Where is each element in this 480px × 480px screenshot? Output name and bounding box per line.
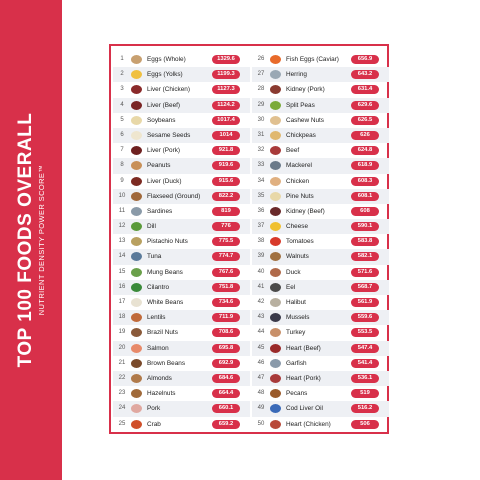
lentils-icon: [131, 313, 142, 322]
rank-number: 32: [257, 147, 265, 154]
food-name: Eggs (Yolks): [147, 71, 183, 79]
liver-icon: [131, 146, 142, 155]
food-name: Pecans: [286, 390, 308, 398]
peanuts-icon: [131, 161, 142, 170]
table-row: [252, 401, 389, 416]
rank-number: 34: [257, 177, 265, 184]
score-badge: 659.2: [212, 420, 240, 429]
score-badge: 1199.3: [212, 70, 240, 79]
food-name: Cheese: [286, 223, 309, 231]
food-name: Eel: [286, 283, 296, 291]
pine-nuts-icon: [270, 192, 281, 201]
score-badge: 776: [212, 222, 240, 231]
table-row: [113, 295, 250, 310]
rank-number: 37: [257, 223, 265, 230]
almonds-icon: [131, 374, 142, 383]
salmon-icon: [131, 344, 142, 353]
rank-number: 8: [120, 162, 124, 169]
pork-icon: [131, 404, 142, 413]
title-block: [15, 113, 47, 368]
table-row: [113, 325, 250, 340]
rank-number: 39: [257, 253, 265, 260]
food-name: Liver (Duck): [147, 177, 182, 185]
rank-number: 27: [257, 71, 265, 78]
flaxseed-icon: [131, 192, 142, 201]
rank-number: 40: [257, 268, 265, 275]
score-badge: 608.1: [351, 192, 379, 201]
score-badge: 536.1: [351, 374, 379, 383]
egg-yolk-icon: [131, 70, 142, 79]
table-row: [113, 417, 250, 432]
score-badge: 767.6: [212, 268, 240, 277]
tuna-icon: [131, 252, 142, 261]
food-name: Mackerel: [286, 162, 312, 170]
food-name: Crab: [147, 420, 161, 428]
table-row: [252, 128, 389, 143]
table-row: [252, 174, 389, 189]
rank-number: 9: [120, 177, 124, 184]
pecans-icon: [270, 389, 281, 398]
food-name: Liver (Pork): [147, 147, 181, 155]
rank-number: 21: [118, 359, 126, 366]
turkey-icon: [270, 328, 281, 337]
rank-number: 5: [120, 116, 124, 123]
score-badge: 819: [212, 207, 240, 216]
score-badge: 608.3: [351, 177, 379, 186]
rank-number: 1: [120, 56, 124, 62]
brown-beans-icon: [131, 359, 142, 368]
table-row: [113, 98, 250, 113]
liver-icon: [131, 85, 142, 94]
score-badge: 541.4: [351, 359, 379, 368]
rank-number: 13: [118, 238, 126, 245]
score-badge: 708.6: [212, 328, 240, 337]
food-name: Chicken: [286, 177, 310, 185]
table-row: [113, 67, 250, 82]
table-row: [113, 189, 250, 204]
kidney-icon: [270, 207, 281, 216]
score-badge: 664.4: [212, 389, 240, 398]
rank-number: 44: [257, 329, 265, 336]
table-row: [252, 204, 389, 219]
rank-number: 20: [118, 344, 126, 351]
liver-icon: [131, 177, 142, 186]
score-badge: 553.5: [351, 328, 379, 337]
food-name: Pine Nuts: [286, 192, 314, 200]
food-name: Duck: [286, 268, 301, 276]
score-badge: 516.2: [351, 404, 379, 413]
table-row: [252, 341, 389, 356]
table-row: [113, 356, 250, 371]
heart-icon: [270, 420, 281, 429]
food-name: Flaxseed (Ground): [147, 192, 201, 200]
score-badge: 695.8: [212, 344, 240, 353]
walnuts-icon: [270, 252, 281, 261]
table-row: [252, 386, 389, 401]
table-row: [113, 143, 250, 158]
score-badge: 624.8: [351, 146, 379, 155]
rank-number: 45: [257, 344, 265, 351]
score-badge: 684.6: [212, 374, 240, 383]
table-row: [113, 371, 250, 386]
table-row: [252, 371, 389, 386]
score-badge: 582.1: [351, 252, 379, 261]
food-name: Salmon: [147, 344, 169, 352]
table-row: [252, 295, 389, 310]
score-badge: 1014: [212, 131, 240, 140]
table-row: [252, 234, 389, 249]
rank-number: 14: [118, 253, 126, 260]
rank-number: 24: [118, 405, 126, 412]
score-badge: 751.8: [212, 283, 240, 292]
score-badge: 519: [351, 389, 379, 398]
chickpeas-icon: [270, 131, 281, 140]
food-name: Kidney (Pork): [286, 86, 325, 94]
score-badge: 1124.2: [212, 101, 240, 110]
rank-number: 16: [118, 283, 126, 290]
sidebar-banner: [0, 0, 62, 480]
rank-number: 22: [118, 374, 126, 381]
food-name: Kidney (Beef): [286, 207, 325, 215]
food-name: Dill: [147, 223, 156, 231]
rank-number: 47: [257, 374, 265, 381]
table-row: [113, 280, 250, 295]
rank-number: 17: [118, 299, 126, 305]
table-row: [252, 219, 389, 234]
ranking-table: [109, 44, 389, 434]
hazelnuts-icon: [131, 389, 142, 398]
food-name: Pistachio Nuts: [147, 238, 188, 246]
rank-number: 2: [120, 71, 124, 78]
score-badge: 559.6: [351, 313, 379, 322]
cilantro-icon: [131, 283, 142, 292]
food-name: Cashew Nuts: [286, 116, 325, 124]
rank-number: 43: [257, 314, 265, 321]
food-name: Fish Eggs (Caviar): [286, 56, 339, 63]
halibut-icon: [270, 298, 281, 307]
food-name: Herring: [286, 71, 307, 79]
cheese-icon: [270, 222, 281, 231]
table-row: [113, 219, 250, 234]
score-badge: 626: [351, 131, 379, 140]
food-name: Garfish: [286, 359, 307, 367]
beef-icon: [270, 146, 281, 155]
rank-number: 36: [257, 207, 265, 214]
table-row: [113, 128, 250, 143]
food-name: Split Peas: [286, 101, 315, 109]
white-beans-icon: [131, 298, 142, 307]
food-name: Brazil Nuts: [147, 329, 178, 337]
food-name: Halibut: [286, 299, 306, 306]
table-row: [113, 52, 250, 67]
mackerel-icon: [270, 161, 281, 170]
table-row: [113, 174, 250, 189]
table-row: [113, 386, 250, 401]
table-row: [113, 401, 250, 416]
food-name: Mussels: [286, 314, 310, 322]
food-name: Lentils: [147, 314, 166, 322]
table-row: [113, 113, 250, 128]
rank-number: 15: [118, 268, 126, 275]
table-row: [252, 417, 389, 432]
score-badge: 1127.3: [212, 85, 240, 94]
food-name: Liver (Chicken): [147, 86, 190, 94]
food-name: Chickpeas: [286, 131, 316, 139]
food-name: Almonds: [147, 374, 172, 382]
food-name: Turkey: [286, 329, 306, 337]
food-name: Pork: [147, 405, 161, 413]
food-name: Heart (Pork): [286, 374, 321, 382]
heart-icon: [270, 374, 281, 383]
score-badge: 775.5: [212, 237, 240, 246]
duck-icon: [270, 268, 281, 277]
food-name: Heart (Beef): [286, 344, 321, 352]
rank-number: 42: [257, 299, 265, 305]
food-name: Walnuts: [286, 253, 309, 261]
table-row: [252, 280, 389, 295]
score-badge: 1329.6: [212, 55, 240, 64]
table-row: [252, 189, 389, 204]
table-row: [252, 52, 389, 67]
food-name: Brown Beans: [147, 359, 186, 367]
tomato-icon: [270, 237, 281, 246]
sesame-seeds-icon: [131, 131, 142, 140]
rank-number: 12: [118, 223, 126, 230]
ranking-column-right: [252, 52, 389, 432]
rank-number: 19: [118, 329, 126, 336]
rank-number: 6: [120, 131, 124, 138]
table-row: [113, 158, 250, 173]
rank-number: 46: [257, 359, 265, 366]
rank-number: 35: [257, 192, 265, 199]
score-badge: 608: [351, 207, 379, 216]
table-row: [252, 158, 389, 173]
sardines-icon: [131, 207, 142, 216]
score-badge: 568.7: [351, 283, 379, 292]
score-badge: 774.7: [212, 252, 240, 261]
score-badge: 1017.4: [212, 116, 240, 125]
table-row: [252, 325, 389, 340]
pistachio-icon: [131, 237, 142, 246]
chicken-icon: [270, 177, 281, 186]
score-badge: 711.9: [212, 313, 240, 322]
score-badge: 734.6: [212, 298, 240, 307]
crab-icon: [131, 420, 142, 429]
soybeans-icon: [131, 116, 142, 125]
rank-number: 29: [257, 101, 265, 108]
rank-number: 23: [118, 390, 126, 397]
score-badge: 643.2: [351, 70, 379, 79]
food-name: Cilantro: [147, 283, 170, 291]
rank-number: 25: [118, 420, 126, 427]
food-name: Soybeans: [147, 116, 176, 124]
table-row: [252, 356, 389, 371]
ranking-column-left: [113, 52, 250, 432]
table-row: [113, 234, 250, 249]
rank-number: 31: [257, 131, 265, 138]
table-row: [252, 67, 389, 82]
table-row: [113, 265, 250, 280]
score-badge: 919.6: [212, 161, 240, 170]
food-name: Tuna: [147, 253, 162, 261]
score-badge: 915.6: [212, 177, 240, 186]
rank-number: 41: [257, 283, 265, 290]
liver-icon: [131, 101, 142, 110]
mussels-icon: [270, 313, 281, 322]
eggs-icon: [131, 55, 142, 64]
heart-icon: [270, 344, 281, 353]
food-name: Cod Liver Oil: [286, 405, 323, 413]
dill-icon: [131, 222, 142, 231]
table-row: [252, 310, 389, 325]
table-row: [113, 249, 250, 264]
cod-liver-oil-icon: [270, 404, 281, 413]
table-row: [113, 82, 250, 97]
rank-number: 10: [118, 192, 126, 199]
score-badge: 629.6: [351, 101, 379, 110]
score-badge: 506: [351, 420, 379, 429]
split-peas-icon: [270, 101, 281, 110]
rank-number: 49: [257, 405, 265, 412]
rank-number: 28: [257, 86, 265, 93]
herring-icon: [270, 70, 281, 79]
food-name: White Beans: [147, 299, 184, 306]
mung-beans-icon: [131, 268, 142, 277]
table-row: [252, 265, 389, 280]
rank-number: 26: [257, 56, 265, 62]
food-name: Liver (Beef): [147, 101, 181, 109]
kidney-icon: [270, 85, 281, 94]
score-badge: 660.1: [212, 404, 240, 413]
brazil-nuts-icon: [131, 328, 142, 337]
cashew-icon: [270, 116, 281, 125]
caviar-icon: [270, 55, 281, 64]
table-row: [252, 113, 389, 128]
food-name: Eggs (Whole): [147, 56, 186, 63]
score-badge: 656.9: [351, 55, 379, 64]
rank-number: 33: [257, 162, 265, 169]
score-badge: 692.9: [212, 359, 240, 368]
score-badge: 822.2: [212, 192, 240, 201]
rank-number: 11: [118, 207, 126, 214]
table-row: [252, 249, 389, 264]
rank-number: 38: [257, 238, 265, 245]
eel-icon: [270, 283, 281, 292]
score-badge: 561.9: [351, 298, 379, 307]
garfish-icon: [270, 359, 281, 368]
rank-number: 30: [257, 116, 265, 123]
table-row: [252, 98, 389, 113]
rank-number: 50: [257, 420, 265, 427]
rank-number: 4: [120, 101, 124, 108]
score-badge: 631.4: [351, 85, 379, 94]
score-badge: 626.5: [351, 116, 379, 125]
food-name: Peanuts: [147, 162, 171, 170]
food-name: Sardines: [147, 207, 173, 215]
score-badge: 547.4: [351, 344, 379, 353]
food-name: Beef: [286, 147, 300, 155]
table-row: [113, 341, 250, 356]
food-name: Mung Beans: [147, 268, 183, 276]
table-row: [113, 204, 250, 219]
rank-number: 3: [120, 86, 124, 93]
food-name: Tomatoes: [286, 238, 314, 246]
table-row: [252, 82, 389, 97]
rank-number: 48: [257, 390, 265, 397]
score-badge: 618.9: [351, 161, 379, 170]
rank-number: 7: [120, 147, 124, 154]
score-badge: 571.6: [351, 268, 379, 277]
page-subtitle: NUTRIENT DENSITY POWER SCORE™: [37, 164, 46, 316]
score-badge: 583.8: [351, 237, 379, 246]
score-badge: 921.8: [212, 146, 240, 155]
food-name: Sesame Seeds: [147, 131, 191, 139]
food-name: Heart (Chicken): [286, 420, 331, 428]
score-badge: 590.1: [351, 222, 379, 231]
page-title: TOP 100 FOODS OVERALL: [15, 112, 36, 368]
food-name: Hazelnuts: [147, 390, 176, 398]
rank-number: 18: [118, 314, 126, 321]
table-row: [113, 310, 250, 325]
table-row: [252, 143, 389, 158]
